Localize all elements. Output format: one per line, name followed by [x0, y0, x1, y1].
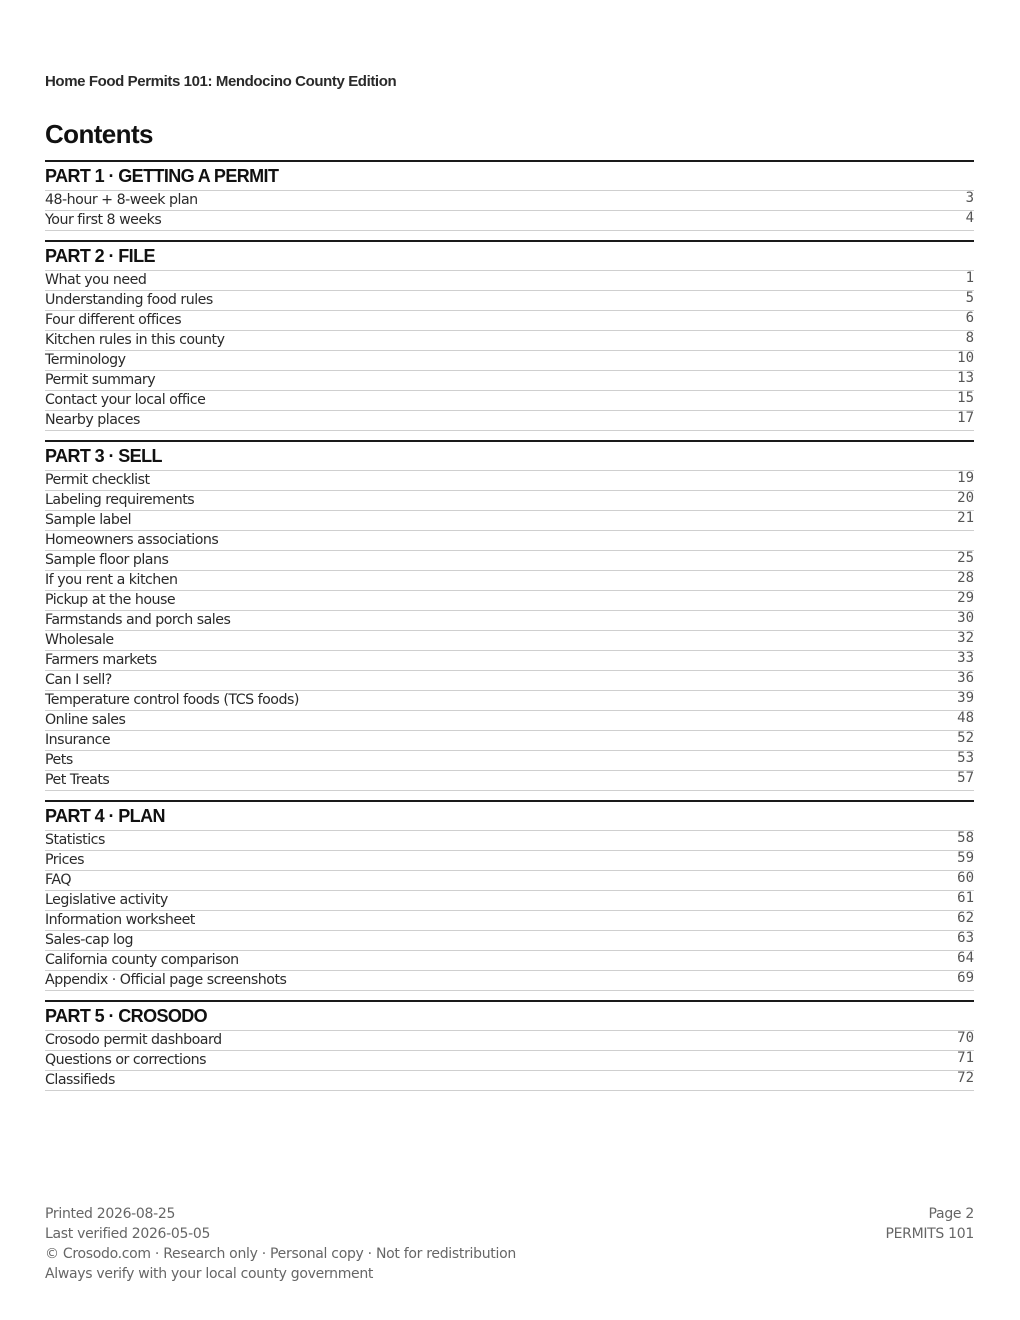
toc-entry[interactable]: [45, 591, 974, 611]
toc-entry-label: Labeling requirements: [45, 492, 195, 508]
toc-part: [45, 240, 974, 431]
toc-entry[interactable]: [45, 491, 974, 511]
toc-entry-page: 72: [957, 1070, 974, 1086]
printed-date: Printed 2026-08-25: [45, 1206, 176, 1222]
toc-entry-label: Questions or corrections: [45, 1052, 207, 1068]
toc-entry-label: Pets: [45, 752, 73, 768]
toc-entry[interactable]: [45, 551, 974, 571]
toc-entry[interactable]: [45, 1071, 974, 1091]
toc-entry-page: 61: [957, 890, 974, 906]
toc-entry-page: 25: [957, 550, 974, 566]
toc-entry-label: Prices: [45, 852, 85, 868]
toc-entry-label: Contact your local office: [45, 392, 206, 408]
toc-entry-label: Legislative activity: [45, 892, 168, 908]
toc-entry[interactable]: [45, 311, 974, 331]
verification-notice: Always verify with your local county government: [45, 1266, 374, 1282]
toc-entry-page: 62: [957, 910, 974, 926]
toc-entry-page: 8: [965, 330, 974, 346]
page-number: Page 2: [928, 1206, 974, 1222]
toc-entry[interactable]: [45, 191, 974, 211]
toc-entry-page: 6: [965, 310, 974, 326]
toc-entry-page: 13: [957, 370, 974, 386]
toc-entry-label: Online sales: [45, 712, 126, 728]
toc-entry[interactable]: [45, 871, 974, 891]
toc-entry-page: 19: [957, 470, 974, 486]
table-of-contents: [45, 160, 974, 1100]
toc-entry-page: 29: [957, 590, 974, 606]
toc-entry[interactable]: [45, 571, 974, 591]
toc-entry[interactable]: [45, 911, 974, 931]
toc-entry-label: Crosodo permit dashboard: [45, 1032, 222, 1048]
toc-entry[interactable]: [45, 971, 974, 991]
toc-entry-page: 64: [957, 950, 974, 966]
toc-entry[interactable]: [45, 931, 974, 951]
toc-entry-page: 52: [957, 730, 974, 746]
toc-entry-label: Homeowners associations: [45, 532, 219, 548]
toc-entry-label: Can I sell?: [45, 672, 112, 688]
toc-entry-label: Sample floor plans: [45, 552, 169, 568]
toc-entry-label: Permit summary: [45, 372, 156, 388]
toc-entry[interactable]: [45, 851, 974, 871]
toc-entry-label: Your first 8 weeks: [45, 212, 162, 228]
part-title: PART 3 · SELL: [45, 442, 974, 471]
toc-entry[interactable]: [45, 631, 974, 651]
toc-entry-label: Terminology: [45, 352, 126, 368]
toc-entry-page: 60: [957, 870, 974, 886]
toc-entry-page: 20: [957, 490, 974, 506]
toc-entry-label: Four different offices: [45, 312, 182, 328]
toc-entry-page: 30: [957, 610, 974, 626]
toc-entry-page: 70: [957, 1030, 974, 1046]
document-title: Home Food Permits 101: Mendocino County Edition: [45, 73, 397, 90]
toc-entry-label: Pickup at the house: [45, 592, 176, 608]
toc-entry[interactable]: [45, 731, 974, 751]
toc-entry[interactable]: [45, 831, 974, 851]
toc-entry[interactable]: [45, 331, 974, 351]
toc-entry-page: 39: [957, 690, 974, 706]
toc-entry-page: 71: [957, 1050, 974, 1066]
toc-entry[interactable]: [45, 891, 974, 911]
toc-entry-page: 17: [957, 410, 974, 426]
toc-entry-page: 3: [965, 190, 974, 206]
toc-entry[interactable]: [45, 671, 974, 691]
toc-entry-label: Kitchen rules in this county: [45, 332, 225, 348]
part-title: PART 4 · PLAN: [45, 802, 974, 831]
toc-entry[interactable]: [45, 611, 974, 631]
toc-entry-label: Wholesale: [45, 632, 114, 648]
toc-entry-page: 57: [957, 770, 974, 786]
toc-entry-page: 32: [957, 630, 974, 646]
contents-heading: Contents: [45, 119, 153, 149]
toc-entry-label: FAQ: [45, 872, 71, 888]
toc-entry-label: If you rent a kitchen: [45, 572, 178, 588]
toc-entry-page: 48: [957, 710, 974, 726]
toc-part: [45, 440, 974, 791]
footer-left: [45, 1204, 516, 1284]
toc-entry-page: 15: [957, 390, 974, 406]
toc-entry[interactable]: [45, 1031, 974, 1051]
toc-part: [45, 800, 974, 991]
toc-entry[interactable]: [45, 291, 974, 311]
toc-entry-label: Permit checklist: [45, 472, 150, 488]
toc-entry[interactable]: [45, 271, 974, 291]
toc-entry-label: Understanding food rules: [45, 292, 213, 308]
toc-entry-page: 58: [957, 830, 974, 846]
toc-entry-page: 21: [957, 510, 974, 526]
toc-entry-page: 10: [957, 350, 974, 366]
toc-entry[interactable]: [45, 351, 974, 371]
toc-part: [45, 1000, 974, 1091]
toc-entry-label: Insurance: [45, 732, 111, 748]
toc-entry-label: Temperature control foods (TCS foods): [45, 692, 299, 708]
copyright-notice: © Crosodo.com · Research only · Personal copy · Not for redistribution: [45, 1246, 516, 1262]
toc-entry-page: 59: [957, 850, 974, 866]
toc-entry-page: 63: [957, 930, 974, 946]
toc-entry[interactable]: [45, 471, 974, 491]
toc-entry-label: Classifieds: [45, 1072, 115, 1088]
toc-entry[interactable]: [45, 371, 974, 391]
toc-entry[interactable]: [45, 391, 974, 411]
toc-entry[interactable]: [45, 711, 974, 731]
toc-entry-label: Information worksheet: [45, 912, 195, 928]
toc-entry-label: Sample label: [45, 512, 132, 528]
toc-entry-page: 4: [965, 210, 974, 226]
toc-entry-page: 28: [957, 570, 974, 586]
part-title: PART 5 · CROSODO: [45, 1002, 974, 1031]
toc-entry-label: What you need: [45, 272, 147, 288]
toc-entry-page: 36: [957, 670, 974, 686]
toc-entry[interactable]: [45, 951, 974, 971]
toc-entry[interactable]: [45, 411, 974, 431]
toc-entry-label: California county comparison: [45, 952, 239, 968]
part-title: PART 1 · GETTING A PERMIT: [45, 162, 974, 191]
toc-entry-label: Farmers markets: [45, 652, 157, 668]
toc-part: [45, 160, 974, 231]
toc-entry[interactable]: [45, 1051, 974, 1071]
toc-entry[interactable]: [45, 651, 974, 671]
toc-entry-label: Statistics: [45, 832, 105, 848]
part-title: PART 2 · FILE: [45, 242, 974, 271]
toc-entry[interactable]: [45, 511, 974, 531]
toc-entry-label: Nearby places: [45, 412, 140, 428]
toc-entry-page: 1: [965, 270, 974, 286]
toc-entry-label: Sales-cap log: [45, 932, 134, 948]
toc-entry-page: 33: [957, 650, 974, 666]
footer-right: [885, 1204, 974, 1244]
toc-entry[interactable]: [45, 771, 974, 791]
toc-entry-label: 48-hour + 8-week plan: [45, 192, 198, 208]
toc-entry[interactable]: [45, 211, 974, 231]
toc-entry-page: 5: [965, 290, 974, 306]
toc-entry[interactable]: [45, 751, 974, 771]
series-name: PERMITS 101: [885, 1226, 974, 1242]
verified-date: Last verified 2026-05-05: [45, 1226, 211, 1242]
toc-entry-label: Appendix · Official page screenshots: [45, 972, 287, 988]
toc-entry-label: Farmstands and porch sales: [45, 612, 231, 628]
toc-entry[interactable]: [45, 691, 974, 711]
toc-entry-page: 69: [957, 970, 974, 986]
toc-entry[interactable]: [45, 531, 974, 551]
toc-entry-page: 53: [957, 750, 974, 766]
toc-entry-label: Pet Treats: [45, 772, 110, 788]
